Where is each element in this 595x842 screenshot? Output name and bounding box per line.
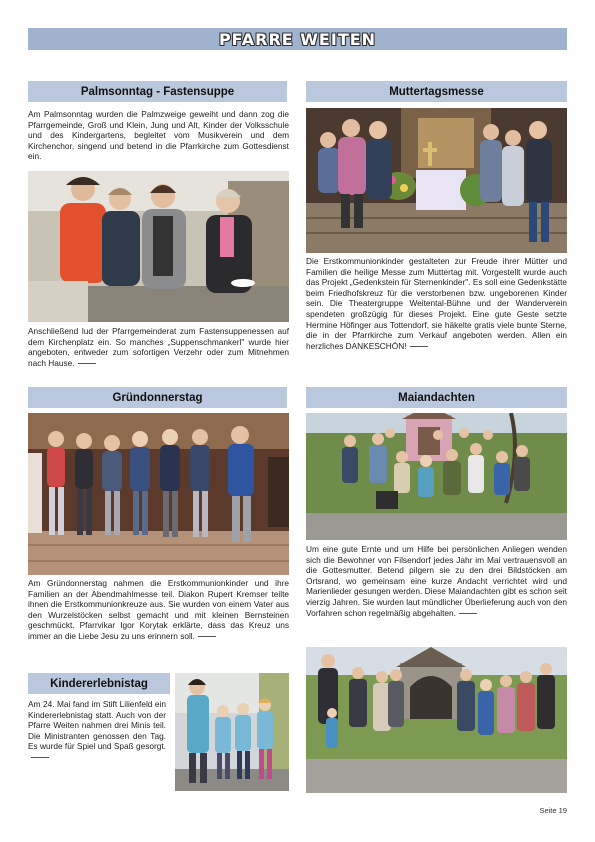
photo-gruendonnerstag xyxy=(28,413,289,575)
end-rule xyxy=(198,636,216,637)
text-palmsonntag-suppe: Anschließend lud der Pfarrgemeinderat zum Fastensuppenessen auf dem Kirchenplatz ein. So manches „Suppenschmankerl" wurde hier angeboten, entweder zum sofortigen Verzehr oder zum Mitnehmen nach Hause. xyxy=(28,326,289,368)
text-kindererlebnistag: Am 24. Mai fand im Stift Lilienfeld ein Kindererlebnistag statt. Auch von der Pfarre Weiten nahmen drei Minis teil. Die Ministranten genossen den Tag. Es wurde für Spiel und Spaß gesorgt. xyxy=(28,699,166,763)
end-rule xyxy=(410,346,428,347)
photo-fastensuppe xyxy=(28,171,289,322)
heading-kindererlebnistag: Kindererlebnistag xyxy=(28,673,170,694)
photo-maiandacht-kapelle xyxy=(306,647,567,793)
page-banner xyxy=(28,28,567,50)
heading-gruendonnerstag: Gründonnerstag xyxy=(28,387,287,408)
photo-maiandacht-bildstock xyxy=(306,413,567,540)
page-title: PFARRE WEITEN xyxy=(218,30,377,49)
text-gruendonnerstag: Am Gründonnerstag nahmen die Erstkommunionkinder und ihre Familien an der Abendmahlmesse teil. Diakon Rupert Kremser teilte ihnen die Erstkommunionkreuze aus. Sie wurden von einem Vater aus den Wurzelstöcken selbst gemacht und mit kleinen Bernsteinen geschmückt. Pfarrvikar Igor Korytak erklärte, dass das Kreuz uns immer an die Liebe Jesu zu uns erinnern soll. xyxy=(28,578,289,641)
heading-muttertagsmesse: Muttertagsmesse xyxy=(306,81,567,102)
photo-muttertagsmesse xyxy=(306,108,567,253)
end-rule xyxy=(31,757,49,758)
heading-palmsonntag: Palmsonntag - Fastensuppe xyxy=(28,81,287,102)
text-maiandachten: Um eine gute Ernte und um Hilfe bei persönlichen Anliegen wenden sich die Bewohner von Filsendorf jedes Jahr im Mai vertrauensvoll an die Gottesmutter. Betend pilgern sie zu den drei Bildstöcken am Ortsrand, wo gemeinsam eine kurze Andacht verrichtet wird und Marienlieder gesungen werden. Diese Maiandachten gibt es schon seit vierzig Jahren. Sie wurden laut mündlicher Überlieferung auch von den Vorfahren schon regelmäßig abgehalten. xyxy=(306,544,567,618)
heading-maiandachten: Maiandachten xyxy=(306,387,567,408)
photo-kindererlebnistag xyxy=(175,673,289,791)
page-number: Seite 19 xyxy=(539,806,567,815)
text-palmsonntag-intro: Am Palmsonntag wurden die Palmzweige geweiht und dann zog die Pfarrgemeinde, Groß und Klein, Jung und Alt, Kinder der Volksschule und des Kindergartens, begleitet vom Musikverein und dem Kirchenchor, singend und betend in die Pfarrkirche zum Gottesdienst ein. xyxy=(28,109,289,162)
end-rule xyxy=(78,363,96,364)
end-rule xyxy=(459,613,477,614)
text-muttertagsmesse: Die Erstkommunionkinder gestalteten zur Freude ihrer Mütter und Familien die heilige Messe zum Muttertag mit. Vorgestellt wurde auch das Projekt „Gedenkstein für Sternenkinder". Es soll eine Gedenkstätte beim Friedhofskreuz für die verstorbenen bzw. ungeborenen Kinder sein. Die Theatergruppe Weitental-Bühne und der Wanderverein spendeten großzügig für dieses Projekt. Eine gute Geste setzte Hermine Höfinger aus Tottendorf, sie häkelte gratis viele bunte Sterne, die in der Pfarrkirche zum Verkauf angeboten werden. Allen ein herzliches DANKESCHÖN! xyxy=(306,256,567,351)
